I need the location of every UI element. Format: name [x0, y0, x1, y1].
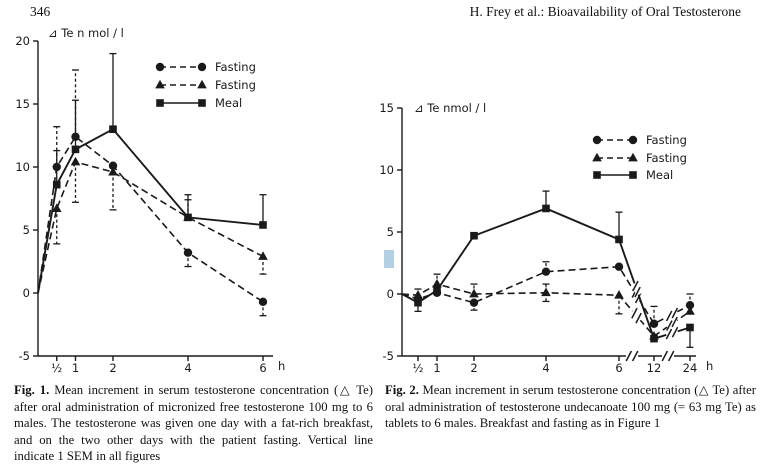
legend-entry-square	[593, 168, 673, 182]
y-tick-label: 10	[15, 160, 30, 174]
y-tick-label: 5	[386, 225, 394, 239]
circle-data-point	[542, 267, 550, 275]
x-tick-label: 1	[433, 361, 441, 375]
legend-label: Fasting	[215, 78, 256, 92]
x-axis-unit-label: h	[278, 359, 286, 373]
legend-label: Fasting	[646, 151, 687, 165]
y-tick-label: 15	[15, 97, 30, 111]
circle-data-point	[184, 248, 192, 256]
y-tick-label: 10	[379, 163, 394, 177]
x-tick-label: 1	[71, 361, 80, 375]
y-tick-label: 15	[379, 101, 394, 115]
circle-legend-marker	[629, 136, 637, 144]
circle-legend-marker	[593, 136, 601, 144]
triangle-legend-marker	[197, 80, 207, 89]
square-data-point	[259, 221, 267, 229]
triangle-data-point	[541, 288, 551, 297]
legend-entry-square	[156, 96, 242, 110]
legend-label: Fasting	[215, 60, 256, 74]
x-tick-label: 2	[470, 361, 478, 375]
fig1-chart	[10, 18, 370, 378]
fig1-caption-label: Fig. 1.	[14, 383, 50, 397]
square-data-point	[542, 205, 550, 213]
triangle-legend-marker	[592, 153, 602, 162]
circle-legend-marker	[198, 63, 206, 71]
y-tick-label: -5	[382, 349, 394, 363]
x-axis-unit-label: h	[706, 359, 714, 373]
y-axis-label: ⊿ Te nmol / l	[414, 101, 487, 115]
square-legend-marker	[629, 171, 637, 179]
legend-label: Fasting	[646, 133, 687, 147]
y-tick-label: -5	[18, 349, 30, 363]
x-tick-label: 4	[542, 361, 550, 375]
legend	[155, 60, 256, 110]
square-data-point	[414, 299, 422, 307]
y-axis-label: ⊿ Te n mol / l	[48, 26, 124, 40]
y-tick-label: 0	[386, 287, 394, 301]
fig2-caption-label: Fig. 2.	[385, 383, 419, 397]
square-data-point	[184, 214, 192, 222]
square-legend-marker	[593, 171, 601, 179]
x-tick-label: 24	[682, 361, 698, 375]
square-data-point	[686, 324, 694, 332]
triangle-legend-marker	[155, 80, 165, 89]
y-tick-label: 5	[22, 223, 30, 237]
x-tick-label: 12	[646, 361, 662, 375]
circle-data-point	[615, 263, 623, 271]
square-data-point	[470, 232, 478, 240]
fig2-chart	[378, 90, 760, 380]
square-data-point	[109, 125, 117, 133]
square-data-point	[433, 286, 441, 294]
square-legend-marker	[156, 99, 164, 107]
legend	[592, 133, 687, 182]
legend-label: Meal	[646, 168, 674, 182]
legend-entry-circle	[593, 133, 687, 147]
square-data-point	[650, 335, 658, 343]
square-legend-marker	[198, 99, 206, 107]
triangle-legend-marker	[628, 153, 638, 162]
square-data-point	[72, 146, 80, 154]
highlight-mark	[384, 250, 394, 268]
fig2-caption	[385, 382, 756, 432]
x-tick-label: ½	[412, 361, 424, 375]
circle-data-point	[470, 298, 478, 306]
square-data-point	[53, 181, 61, 189]
triangle-data-point	[71, 157, 81, 166]
x-tick-label: 6	[615, 361, 623, 375]
page-number: 346	[30, 4, 51, 19]
x-tick-label: 2	[109, 361, 117, 375]
circle-data-point	[650, 320, 658, 328]
x-tick-label: ½	[51, 361, 63, 375]
circle-legend-marker	[156, 63, 164, 71]
y-tick-label: 0	[22, 286, 30, 300]
legend-entry-triangle	[592, 151, 687, 165]
legend-label: Meal	[215, 96, 243, 110]
legend-entry-triangle	[155, 78, 256, 92]
circle-data-point	[259, 298, 267, 306]
fig2-caption-text: Mean increment in serum testosterone concentration (△ Te) after oral administration of testosterone undecanoate 100 mg (= 63 mg Te) as tablets to 6 males. Breakfast and fasting as in Figure 1	[385, 383, 757, 431]
fig1-caption	[14, 382, 373, 465]
fig1-caption-text: Mean increment in serum testosterone concentration (△ Te) after oral administration of micronized free testosterone 100 mg to 6 males. The testosterone was given one day with a fat-rich breakfast, and on the two other days with the patient fasting. Vertical line indicate 1 SEM in all figures	[14, 383, 374, 464]
x-tick-label: 6	[259, 361, 267, 375]
y-tick-label: 20	[15, 34, 30, 48]
triangle-data-point	[614, 290, 624, 299]
running-head: H. Frey et al.: Bioavailability of Oral Testosterone	[469, 4, 741, 19]
legend-entry-circle	[156, 60, 256, 74]
square-data-point	[615, 236, 623, 244]
x-tick-label: 4	[184, 361, 192, 375]
